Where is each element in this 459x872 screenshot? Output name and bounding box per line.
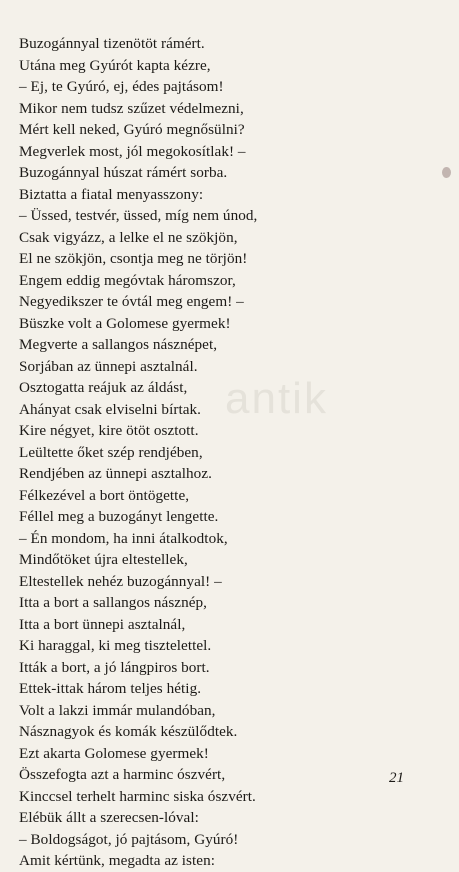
- poem-line: Ettek-ittak három teljes hétig.: [19, 680, 202, 697]
- poem-line: Mindőtöket újra eltestellek,: [19, 551, 188, 568]
- poem-line: El ne szökjön, csontja meg ne törjön!: [19, 250, 248, 267]
- poem-line: Összefogta azt a harminc ószvért,: [19, 766, 226, 783]
- poem-line: Volt a lakzi immár mulandóban,: [19, 701, 216, 719]
- poem-line: Ki haraggal, ki meg tisztelettel.: [19, 637, 212, 654]
- poem-line: – Ej, te Gyúró, ej, édes pajtásom!: [19, 78, 224, 95]
- poem-line: Leültette őket szép rendjében,: [19, 443, 203, 461]
- poem-line: Csak vigyázz, a lelke el ne szökjön,: [19, 228, 238, 246]
- poem-line: Negyedikszer te óvtál meg engem! –: [19, 293, 244, 310]
- poem-line: Itták a bort, a jó lángpiros bort.: [19, 658, 210, 676]
- poem-line: Utána meg Gyúrót kapta kézre,: [19, 56, 211, 74]
- poem-line: Itta a bort a sallangos násznép,: [19, 594, 208, 611]
- poem-line: Biztatta a fiatal menyasszony:: [19, 185, 204, 203]
- poem-line: Mért kell neked, Gyúró megnősülni?: [19, 121, 245, 138]
- poem-text: [19, 33, 439, 872]
- stain-mark: [442, 167, 451, 178]
- poem-line: Elébük állt a szerecsen-lóval:: [19, 809, 199, 826]
- poem-line: Rendjében az ünnepi asztalhoz.: [19, 465, 212, 482]
- poem-line: Ahányat csak elviselni bírtak.: [19, 400, 202, 418]
- poem-line: Félkezével a bort öntögette,: [19, 486, 190, 504]
- poem-line: – Boldogságot, jó pajtásom, Gyúró!: [19, 830, 239, 848]
- poem-line: Eltestellek nehéz buzogánnyal! –: [19, 572, 222, 590]
- poem-line: Násznagyok és komák készülődtek.: [19, 723, 238, 740]
- poem-line: Büszke volt a Golomese gyermek!: [19, 314, 231, 332]
- poem-line: Mikor nem tudsz szűzet védelmezni,: [19, 99, 244, 117]
- poem-line: Kire négyet, kire ötöt osztott.: [19, 422, 199, 439]
- poem-line: Kinccsel terhelt harminc siska ószvért.: [19, 787, 256, 805]
- poem-line: Osztogatta reájuk az áldást,: [19, 379, 188, 396]
- poem-line: – Én mondom, ha inni átalkodtok,: [19, 529, 228, 547]
- poem-line: Megverlek most, jól megokosítlak! –: [19, 142, 246, 160]
- poem-line: Féllel meg a buzogányt lengette.: [19, 508, 219, 525]
- poem-line: Sorjában az ünnepi asztalnál.: [19, 357, 198, 375]
- poem-line: Buzogánnyal tizenötöt rámért.: [19, 35, 205, 52]
- watermark: antik: [225, 374, 328, 423]
- poem-line: Buzogánnyal húszat rámért sorba.: [19, 164, 228, 181]
- poem-line: Megverte a sallangos násznépet,: [19, 336, 218, 353]
- page-number: 21: [389, 770, 404, 786]
- poem-line: Itta a bort ünnepi asztalnál,: [19, 615, 186, 633]
- poem-line: Ezt akarta Golomese gyermek!: [19, 744, 209, 762]
- poem-line: Engem eddig megóvtak háromszor,: [19, 271, 236, 289]
- poem-line: – Üssed, testvér, üssed, míg nem únod,: [19, 207, 258, 224]
- poem-line: Amit kértünk, megadta az isten:: [19, 852, 215, 869]
